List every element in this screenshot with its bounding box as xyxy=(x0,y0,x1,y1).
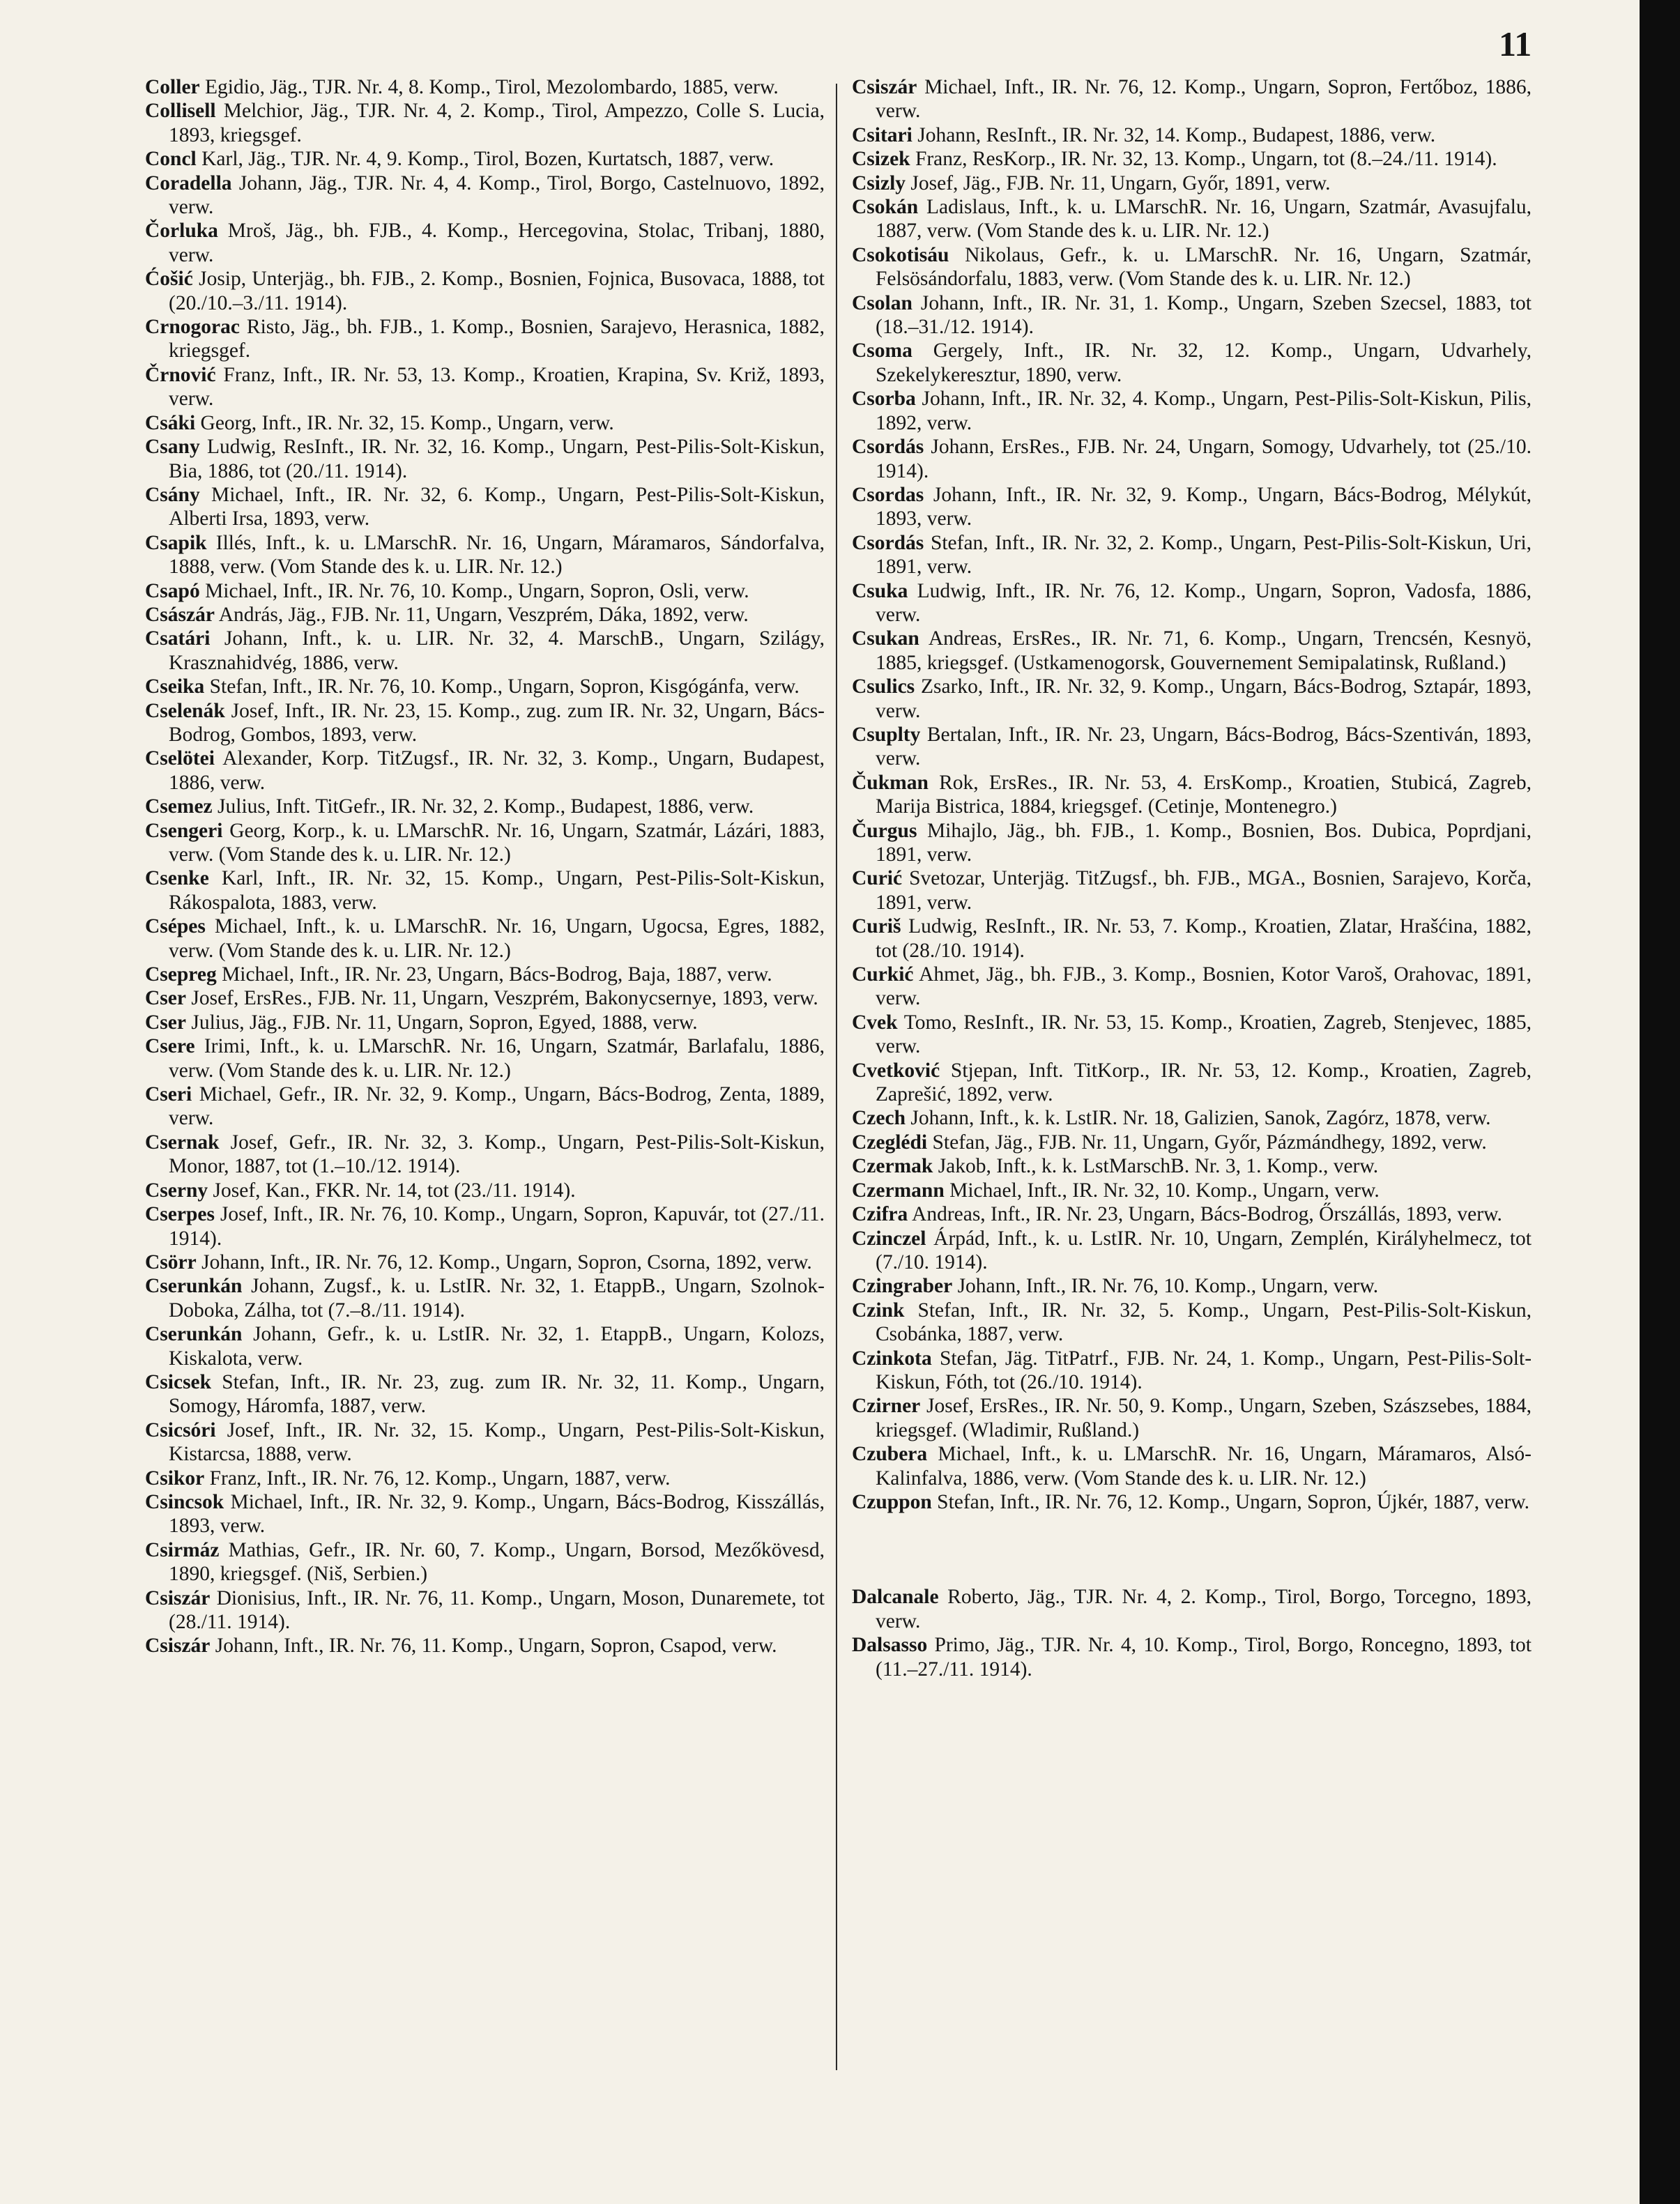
entry-surname: Csordás xyxy=(852,436,924,459)
entry-surname: Cselötei xyxy=(145,747,215,770)
entry-surname: Czech xyxy=(852,1107,906,1130)
register-entry xyxy=(852,579,1532,627)
entry-details: Josef, Inft., IR. Nr. 76, 10. Komp., Ungarn, Sopron, Kapuvár, tot (27./11. 1914). xyxy=(169,1203,825,1250)
entry-surname: Cseri xyxy=(145,1083,192,1106)
register-entry xyxy=(145,411,825,435)
register-entry xyxy=(145,1322,825,1370)
entry-details: Alexander, Korp. TitZugsf., IR. Nr. 32, 3. Komp., Ungarn, Budapest, 1886, verw. xyxy=(169,747,825,794)
register-entry xyxy=(145,1202,825,1250)
entry-surname: Čukman xyxy=(852,771,929,794)
entry-surname: Czifra xyxy=(852,1203,908,1226)
entry-surname: Csapó xyxy=(145,579,200,602)
entry-surname: Csörr xyxy=(145,1250,197,1273)
register-entry xyxy=(145,267,825,315)
entry-details: Melchior, Jäg., TJR. Nr. 4, 2. Komp., Tirol, Ampezzo, Colle S. Lucia, 1893, kriegsgef. xyxy=(169,100,825,146)
register-entry xyxy=(852,771,1532,819)
entry-surname: Csapik xyxy=(145,531,207,554)
entry-surname: Csizly xyxy=(852,171,906,194)
register-entry xyxy=(852,483,1532,531)
entry-surname: Csany xyxy=(145,436,200,459)
entry-details: Josef, ErsRes., FJB. Nr. 11, Ungarn, Veszprém, Bakonycsernye, 1893, verw. xyxy=(191,987,818,1010)
register-entry xyxy=(852,866,1532,914)
entry-details: Ludwig, Inft., IR. Nr. 76, 12. Komp., Ungarn, Sopron, Vadosfa, 1886, verw. xyxy=(876,579,1532,626)
register-entry xyxy=(852,1299,1532,1347)
register-entry xyxy=(145,747,825,795)
entry-surname: Cvetković xyxy=(852,1059,940,1082)
register-entry xyxy=(852,1154,1532,1178)
entry-surname: Csicsek xyxy=(145,1370,212,1393)
entry-surname: Cvek xyxy=(852,1011,898,1034)
entry-details: Rok, ErsRes., IR. Nr. 53, 4. ErsKomp., Kroatien, Stubicá, Zagreb, Marija Bistrica, 1884, kriegsgef. (Cetinje, Montenegro.) xyxy=(876,771,1532,818)
entry-surname: Czuppon xyxy=(852,1490,932,1513)
register-entry xyxy=(145,579,825,603)
entry-surname: Czirner xyxy=(852,1395,921,1418)
register-entry xyxy=(852,147,1532,171)
entry-details: Stefan, Inft., IR. Nr. 76, 10. Komp., Ungarn, Sopron, Kisgógánfa, verw. xyxy=(209,675,800,698)
register-entry xyxy=(145,819,825,867)
entry-details: Karl, Inft., IR. Nr. 32, 15. Komp., Ungarn, Pest-Pilis-Solt-Kiskun, Rákospalota, 1883, verw. xyxy=(169,867,825,914)
entry-surname: Cselenák xyxy=(145,699,225,722)
register-entry xyxy=(145,1082,825,1131)
entry-details: Michael, Gefr., IR. Nr. 32, 9. Komp., Ungarn, Bács-Bodrog, Zenta, 1889, verw. xyxy=(169,1083,825,1130)
register-entry xyxy=(145,675,825,698)
entry-details: Mroš, Jäg., bh. FJB., 4. Komp., Hercegovina, Stolac, Tribanj, 1880, verw. xyxy=(169,220,825,266)
register-entry xyxy=(145,914,825,963)
register-entry xyxy=(145,363,825,411)
entry-details: Josef, ErsRes., IR. Nr. 50, 9. Komp., Ungarn, Szeben, Szászsebes, 1884, kriegsgef. (Wladimir, Rußland.) xyxy=(876,1395,1532,1441)
entry-details: Stefan, Inft., IR. Nr. 76, 12. Komp., Ungarn, Sopron, Újkér, 1887, verw. xyxy=(937,1490,1529,1513)
entry-details: Franz, Inft., IR. Nr. 53, 13. Komp., Kroatien, Krapina, Sv. Križ, 1893, verw. xyxy=(169,363,825,411)
entry-details: Johann, Inft., IR. Nr. 32, 9. Komp., Ungarn, Bács-Bodrog, Mélykút, 1893, verw. xyxy=(876,483,1532,530)
entry-surname: Cser xyxy=(145,1011,186,1034)
entry-details: Stefan, Jäg., FJB. Nr. 11, Ungarn, Győr, Pázmándhegy, 1892, verw. xyxy=(932,1131,1487,1154)
entry-surname: Csokotisáu xyxy=(852,243,949,266)
page-number: 11 xyxy=(1499,24,1532,63)
entry-surname: Curkić xyxy=(852,963,914,986)
entry-details: Mihajlo, Jäg., bh. FJB., 1. Komp., Bosnien, Bos. Dubica, Poprdjani, 1891, verw. xyxy=(876,819,1532,866)
entry-surname: Csolan xyxy=(852,291,912,314)
register-entry xyxy=(145,75,825,99)
entry-surname: Csengeri xyxy=(145,819,223,842)
register-entry xyxy=(145,531,825,579)
entry-surname: Csicsóri xyxy=(145,1418,216,1441)
entry-details: Árpád, Inft., k. u. LstIR. Nr. 10, Ungarn, Zemplén, Királyhelmecz, tot (7./10. 1914). xyxy=(876,1227,1532,1273)
entry-details: Jakob, Inft., k. k. LstMarschB. Nr. 3, 1. Komp., verw. xyxy=(938,1155,1379,1178)
entry-details: Tomo, ResInft., IR. Nr. 53, 15. Komp., Kroatien, Zagreb, Stenjevec, 1885, verw. xyxy=(876,1011,1532,1058)
entry-details: Risto, Jäg., bh. FJB., 1. Komp., Bosnien, Sarajevo, Herasnica, 1882, kriegsgef. xyxy=(169,316,825,362)
entry-details: Ludwig, ResInft., IR. Nr. 32, 16. Komp., Ungarn, Pest-Pilis-Solt-Kiskun, Bia, 1886, tot (20./11. 1914). xyxy=(169,436,825,482)
register-entry xyxy=(145,315,825,363)
entry-details: Johann, Inft., IR. Nr. 76, 11. Komp., Ungarn, Sopron, Csapod, verw. xyxy=(215,1635,777,1658)
entry-surname: Czermak xyxy=(852,1155,933,1178)
entry-surname: Curić xyxy=(852,867,903,890)
entry-details: Josef, Kan., FKR. Nr. 14, tot (23./11. 1914). xyxy=(213,1179,576,1202)
entry-surname: Čorluka xyxy=(145,220,218,243)
scan-edge xyxy=(1640,0,1680,2204)
entry-details: Egidio, Jäg., TJR. Nr. 4, 8. Komp., Tirol, Mezolombardo, 1885, verw. xyxy=(205,76,779,98)
entry-details: Stefan, Jäg. TitPatrf., FJB. Nr. 24, 1. Komp., Ungarn, Pest-Pilis-Solt-Kiskun, Fóth, tot (26./10. 1914). xyxy=(876,1347,1532,1393)
register-entry xyxy=(852,1059,1532,1107)
register-entry xyxy=(852,963,1532,1011)
entry-surname: Csokán xyxy=(852,196,919,219)
register-entry xyxy=(145,219,825,267)
entry-surname: Czink xyxy=(852,1299,905,1322)
register-entry xyxy=(852,171,1532,195)
register-entry xyxy=(145,795,825,818)
register-entry xyxy=(852,1585,1532,1633)
register-entry xyxy=(852,723,1532,771)
register-entry xyxy=(145,435,825,483)
entry-details: Franz, Inft., IR. Nr. 76, 12. Komp., Ungarn, 1887, verw. xyxy=(209,1467,671,1490)
register-entry xyxy=(852,1274,1532,1298)
register-entry xyxy=(852,627,1532,675)
register-entry xyxy=(852,291,1532,339)
entry-details: Michael, Inft., IR. Nr. 76, 12. Komp., Ungarn, Sopron, Fertőboz, 1886, verw. xyxy=(876,76,1532,123)
entry-details: Georg, Korp., k. u. LMarschR. Nr. 16, Ungarn, Szatmár, Lázári, 1883, verw. (Vom Stande des k. u. LIR. Nr. 12.) xyxy=(169,819,825,866)
register-entry xyxy=(145,1538,825,1586)
register-entry xyxy=(145,1586,825,1635)
column-divider xyxy=(836,84,837,2070)
register-entry xyxy=(145,1011,825,1034)
entry-surname: Csuplty xyxy=(852,723,921,746)
entry-details: Johann, ResInft., IR. Nr. 32, 14. Komp., Budapest, 1886, verw. xyxy=(917,123,1436,146)
register-entry xyxy=(145,1418,825,1467)
register-entry xyxy=(852,123,1532,147)
register-entry xyxy=(145,699,825,747)
entry-surname: Czermann xyxy=(852,1179,945,1202)
entry-surname: Csáki xyxy=(145,411,196,434)
register-entry xyxy=(852,1179,1532,1202)
entry-surname: Csuka xyxy=(852,579,908,602)
entry-surname: Csatári xyxy=(145,627,211,650)
entry-surname: Cserunkán xyxy=(145,1323,243,1346)
register-entry xyxy=(852,1394,1532,1442)
entry-details: Stefan, Inft., IR. Nr. 32, 5. Komp., Ungarn, Pest-Pilis-Solt-Kiskun, Csobánka, 1887, verw. xyxy=(876,1299,1532,1346)
entry-surname: Coller xyxy=(145,76,200,98)
register-entry xyxy=(852,1347,1532,1395)
entry-details: Josef, Jäg., FJB. Nr. 11, Ungarn, Győr, 1891, verw. xyxy=(910,171,1331,194)
entry-details: Gergely, Inft., IR. Nr. 32, 12. Komp., Ungarn, Udvarhely, Szekelykeresztur, 1890, verw. xyxy=(876,339,1532,386)
register-entry xyxy=(145,1250,825,1274)
entry-surname: Curiš xyxy=(852,915,901,938)
right-column xyxy=(852,75,1532,1681)
register-entry xyxy=(852,914,1532,963)
register-entry xyxy=(852,387,1532,435)
entry-details: Dionisius, Inft., IR. Nr. 76, 11. Komp., Ungarn, Moson, Dunaremete, tot (28./11. 1914). xyxy=(169,1586,825,1633)
entry-surname: Cser xyxy=(145,987,186,1010)
entry-surname: Csoma xyxy=(852,339,912,362)
entry-details: Johann, Jäg., TJR. Nr. 4, 4. Komp., Tirol, Borgo, Castelnuovo, 1892, verw. xyxy=(169,171,825,219)
register-entry xyxy=(852,675,1532,723)
register-entry xyxy=(852,1490,1532,1514)
entry-details: Johann, Inft., IR. Nr. 32, 4. Komp., Ungarn, Pest-Pilis-Solt-Kiskun, Pilis, 1892, verw. xyxy=(876,388,1532,434)
entry-surname: Csincsok xyxy=(145,1490,224,1513)
entry-details: Johann, Inft., k. u. LIR. Nr. 32, 4. MarschB., Ungarn, Szilágy, Krasznahidvég, 1886, verw. xyxy=(169,627,825,674)
register-entry xyxy=(145,99,825,147)
entry-surname: Crnogorac xyxy=(145,316,240,339)
entry-surname: Csikor xyxy=(145,1467,205,1490)
register-entry xyxy=(852,1633,1532,1681)
entry-surname: Czingraber xyxy=(852,1275,953,1298)
entry-surname: Csorba xyxy=(852,388,916,411)
entry-details: Julius, Inft. TitGefr., IR. Nr. 32, 2. Komp., Budapest, 1886, verw. xyxy=(217,795,754,818)
entry-details: Andreas, ErsRes., IR. Nr. 71, 6. Komp., Ungarn, Trencsén, Kesnyö, 1885, kriegsgef. (Ustkamenogorsk, Gouvernement Semipalatinsk, Rußland.) xyxy=(876,627,1532,674)
entry-surname: Czinczel xyxy=(852,1227,926,1250)
entry-details: Michael, Inft., IR. Nr. 32, 10. Komp., Ungarn, verw. xyxy=(949,1179,1380,1202)
entry-surname: Črnović xyxy=(145,363,216,386)
entry-surname: Csitari xyxy=(852,123,912,146)
register-entry xyxy=(145,1490,825,1538)
register-entry xyxy=(852,243,1532,291)
register-entry xyxy=(145,1034,825,1082)
register-entry xyxy=(852,339,1532,387)
entry-surname: Csordás xyxy=(852,531,924,554)
register-entry xyxy=(145,1179,825,1202)
entry-details: Josef, Inft., IR. Nr. 23, 15. Komp., zug. zum IR. Nr. 32, Ungarn, Bács-Bodrog, Gombos, 1893, verw. xyxy=(169,699,825,746)
register-entry xyxy=(145,963,825,986)
entry-details: Michael, Inft., IR. Nr. 32, 9. Komp., Ungarn, Bács-Bodrog, Kisszállás, 1893, verw. xyxy=(169,1490,825,1538)
entry-surname: Csere xyxy=(145,1035,195,1058)
entry-details: Nikolaus, Gefr., k. u. LMarschR. Nr. 16, Ungarn, Szatmár, Felsösándorfalu, 1883, verw. (Vom Stande des k. u. LIR. Nr. 12.) xyxy=(876,243,1532,291)
entry-details: Michael, Inft., IR. Nr. 76, 10. Komp., Ungarn, Sopron, Osli, verw. xyxy=(205,579,749,602)
entry-details: Andreas, Inft., IR. Nr. 23, Ungarn, Bács-Bodrog, Őrszállás, 1893, verw. xyxy=(912,1203,1502,1226)
entry-details: Michael, Inft., k. u. LMarschR. Nr. 16, Ungarn, Ugocsa, Egres, 1882, verw. (Vom Stande des k. u. LIR. Nr. 12.) xyxy=(169,915,825,962)
register-entry xyxy=(852,75,1532,123)
entry-details: Johann, ErsRes., FJB. Nr. 24, Ungarn, Somogy, Udvarhely, tot (25./10. 1914). xyxy=(876,436,1532,482)
entry-details: Karl, Jäg., TJR. Nr. 4, 9. Komp., Tirol, Bozen, Kurtatsch, 1887, verw. xyxy=(201,148,774,171)
entry-surname: Csernak xyxy=(145,1131,220,1154)
entry-surname: Csiszár xyxy=(852,76,917,98)
entry-details: Ahmet, Jäg., bh. FJB., 3. Komp., Bosnien, Kotor Varoš, Orahovac, 1891, verw. xyxy=(876,963,1532,1010)
register-entry xyxy=(145,1370,825,1418)
register-entry xyxy=(145,986,825,1010)
entry-surname: Csiszár xyxy=(145,1635,211,1658)
entry-details: András, Jäg., FJB. Nr. 11, Ungarn, Veszprém, Dáka, 1892, verw. xyxy=(218,603,749,626)
register-entry xyxy=(145,1467,825,1490)
entry-details: Mathias, Gefr., IR. Nr. 60, 7. Komp., Ungarn, Borsod, Mezőkövesd, 1890, kriegsgef. (Niš, Serbien.) xyxy=(169,1538,825,1586)
register-entry xyxy=(852,531,1532,579)
entry-surname: Csenke xyxy=(145,867,209,890)
register-entry xyxy=(852,1131,1532,1154)
entry-details: Georg, Inft., IR. Nr. 32, 15. Komp., Ungarn, verw. xyxy=(200,411,614,434)
register-entry xyxy=(852,1227,1532,1275)
entry-details: Julius, Jäg., FJB. Nr. 11, Ungarn, Sopron, Egyed, 1888, verw. xyxy=(191,1011,698,1034)
entry-details: Stefan, Inft., IR. Nr. 23, zug. zum IR. Nr. 32, 11. Komp., Ungarn, Somogy, Háromfa, 1887, verw. xyxy=(169,1370,825,1418)
entry-details: Johann, Inft., IR. Nr. 76, 10. Komp., Ungarn, verw. xyxy=(957,1275,1379,1298)
entry-surname: Cserpes xyxy=(145,1203,215,1226)
register-entry xyxy=(852,819,1532,867)
entry-surname: Csizek xyxy=(852,148,910,171)
section-gap xyxy=(852,1514,1532,1585)
entry-surname: Dalcanale xyxy=(852,1586,939,1609)
entry-details: Michael, Inft., IR. Nr. 32, 6. Komp., Ungarn, Pest-Pilis-Solt-Kiskun, Alberti Irsa, 1893, verw. xyxy=(169,483,825,530)
entry-details: Primo, Jäg., TJR. Nr. 4, 10. Komp., Tirol, Borgo, Roncegno, 1893, tot (11.–27./11. 1914). xyxy=(876,1634,1532,1681)
register-entry xyxy=(852,1011,1532,1059)
entry-details: Michael, Inft., k. u. LMarschR. Nr. 16, Ungarn, Máramaros, Alsó-Kalinfalva, 1886, verw. (Vom Stande des k. u. LIR. Nr. 12.) xyxy=(876,1443,1532,1490)
register-entry xyxy=(852,1442,1532,1490)
register-entry xyxy=(145,483,825,531)
entry-details: Johann, Zugsf., k. u. LstIR. Nr. 32, 1. EtappB., Ungarn, Szolnok-Doboka, Zálha, tot (7.–8./11. 1914). xyxy=(169,1275,825,1322)
entry-surname: Csulics xyxy=(852,675,915,698)
entry-details: Josef, Inft., IR. Nr. 32, 15. Komp., Ungarn, Pest-Pilis-Solt-Kiskun, Kistarcsa, 1888, verw. xyxy=(169,1418,825,1466)
entry-surname: Csemez xyxy=(145,795,213,818)
entry-details: Ladislaus, Inft., k. u. LMarschR. Nr. 16, Ungarn, Szatmár, Avasujfalu, 1887, verw. (Vom Stande des k. u. LIR. Nr. 12.) xyxy=(876,196,1532,243)
register-entry xyxy=(145,603,825,627)
entry-surname: Cserunkán xyxy=(145,1275,243,1298)
register-entry xyxy=(852,1202,1532,1226)
entry-surname: Czubera xyxy=(852,1443,928,1466)
entry-details: Svetozar, Unterjäg. TitZugsf., bh. FJB., MGA., Bosnien, Sarajevo, Korča, 1891, verw. xyxy=(876,867,1532,914)
entry-details: Illés, Inft., k. u. LMarschR. Nr. 16, Ungarn, Máramaros, Sándorfalva, 1888, verw. (Vom Stande des k. u. LIR. Nr. 12.) xyxy=(169,531,825,579)
entry-surname: Csépes xyxy=(145,915,206,938)
entry-details: Michael, Inft., IR. Nr. 23, Ungarn, Bács-Bodrog, Baja, 1887, verw. xyxy=(222,963,772,986)
entry-surname: Csiszár xyxy=(145,1586,211,1609)
entry-details: Stefan, Inft., IR. Nr. 32, 2. Komp., Ungarn, Pest-Pilis-Solt-Kiskun, Uri, 1891, verw. xyxy=(876,531,1532,579)
entry-details: Johann, Inft., IR. Nr. 76, 12. Komp., Ungarn, Sopron, Csorna, 1892, verw. xyxy=(201,1250,812,1273)
entry-surname: Collisell xyxy=(145,100,216,123)
entry-details: Irimi, Inft., k. u. LMarschR. Nr. 16, Ungarn, Szatmár, Barlafalu, 1886, verw. (Vom Stande des k. u. LIR. Nr. 12.) xyxy=(169,1035,825,1082)
entry-surname: Ćošić xyxy=(145,268,193,291)
entry-surname: Csordas xyxy=(852,483,924,506)
entry-surname: Dalsasso xyxy=(852,1634,928,1657)
register-entry xyxy=(145,866,825,914)
entry-details: Johann, Inft., IR. Nr. 31, 1. Komp., Ungarn, Szeben Szecsel, 1883, tot (18.–31./12. 1914). xyxy=(876,291,1532,339)
left-column xyxy=(145,75,825,1658)
register-entry xyxy=(145,147,825,171)
entry-details: Johann, Gefr., k. u. LstIR. Nr. 32, 1. EtappB., Ungarn, Kolozs, Kiskalota, verw. xyxy=(169,1323,825,1370)
entry-details: Roberto, Jäg., TJR. Nr. 4, 2. Komp., Tirol, Borgo, Torcegno, 1893, verw. xyxy=(876,1586,1532,1632)
entry-details: Josef, Gefr., IR. Nr. 32, 3. Komp., Ungarn, Pest-Pilis-Solt-Kiskun, Monor, 1887, tot (1.–10./12. 1914). xyxy=(169,1131,825,1178)
entry-surname: Császár xyxy=(145,603,215,626)
entry-details: Johann, Inft., k. k. LstIR. Nr. 18, Galizien, Sanok, Zagórz, 1878, verw. xyxy=(910,1107,1491,1130)
register-entry xyxy=(852,195,1532,243)
register-entry xyxy=(145,171,825,220)
entry-surname: Csepreg xyxy=(145,963,217,986)
entry-surname: Czinkota xyxy=(852,1347,932,1370)
register-entry xyxy=(145,1634,825,1658)
register-entry xyxy=(145,1274,825,1322)
entry-surname: Csány xyxy=(145,483,200,506)
entry-surname: Cseika xyxy=(145,675,205,698)
entry-surname: Concl xyxy=(145,148,197,171)
entry-details: Zsarko, Inft., IR. Nr. 32, 9. Komp., Ungarn, Bács-Bodrog, Sztapár, 1893, verw. xyxy=(876,675,1532,722)
entry-details: Josip, Unterjäg., bh. FJB., 2. Komp., Bosnien, Fojnica, Busovaca, 1888, tot (20./10.–3./11. 1914). xyxy=(169,268,825,314)
entry-details: Stjepan, Inft. TitKorp., IR. Nr. 53, 12. Komp., Kroatien, Zagreb, Zaprešić, 1892, verw. xyxy=(876,1059,1532,1106)
entry-surname: Csukan xyxy=(852,627,919,650)
entry-details: Bertalan, Inft., IR. Nr. 23, Ungarn, Bács-Bodrog, Bács-Szentiván, 1893, verw. xyxy=(876,723,1532,770)
entry-details: Franz, ResKorp., IR. Nr. 32, 13. Komp., Ungarn, tot (8.–24./11. 1914). xyxy=(915,148,1497,171)
entry-details: Ludwig, ResInft., IR. Nr. 53, 7. Komp., Kroatien, Zlatar, Hrašćina, 1882, tot (28./10. 1914). xyxy=(876,915,1532,962)
entry-surname: Coradella xyxy=(145,171,232,194)
register-entry xyxy=(852,435,1532,483)
entry-surname: Czeglédi xyxy=(852,1131,928,1154)
register-entry xyxy=(852,1106,1532,1130)
entry-surname: Csirmáz xyxy=(145,1538,220,1561)
register-entry xyxy=(145,627,825,675)
register-entry xyxy=(145,1131,825,1179)
entry-surname: Čurgus xyxy=(852,819,917,842)
entry-surname: Cserny xyxy=(145,1179,208,1202)
